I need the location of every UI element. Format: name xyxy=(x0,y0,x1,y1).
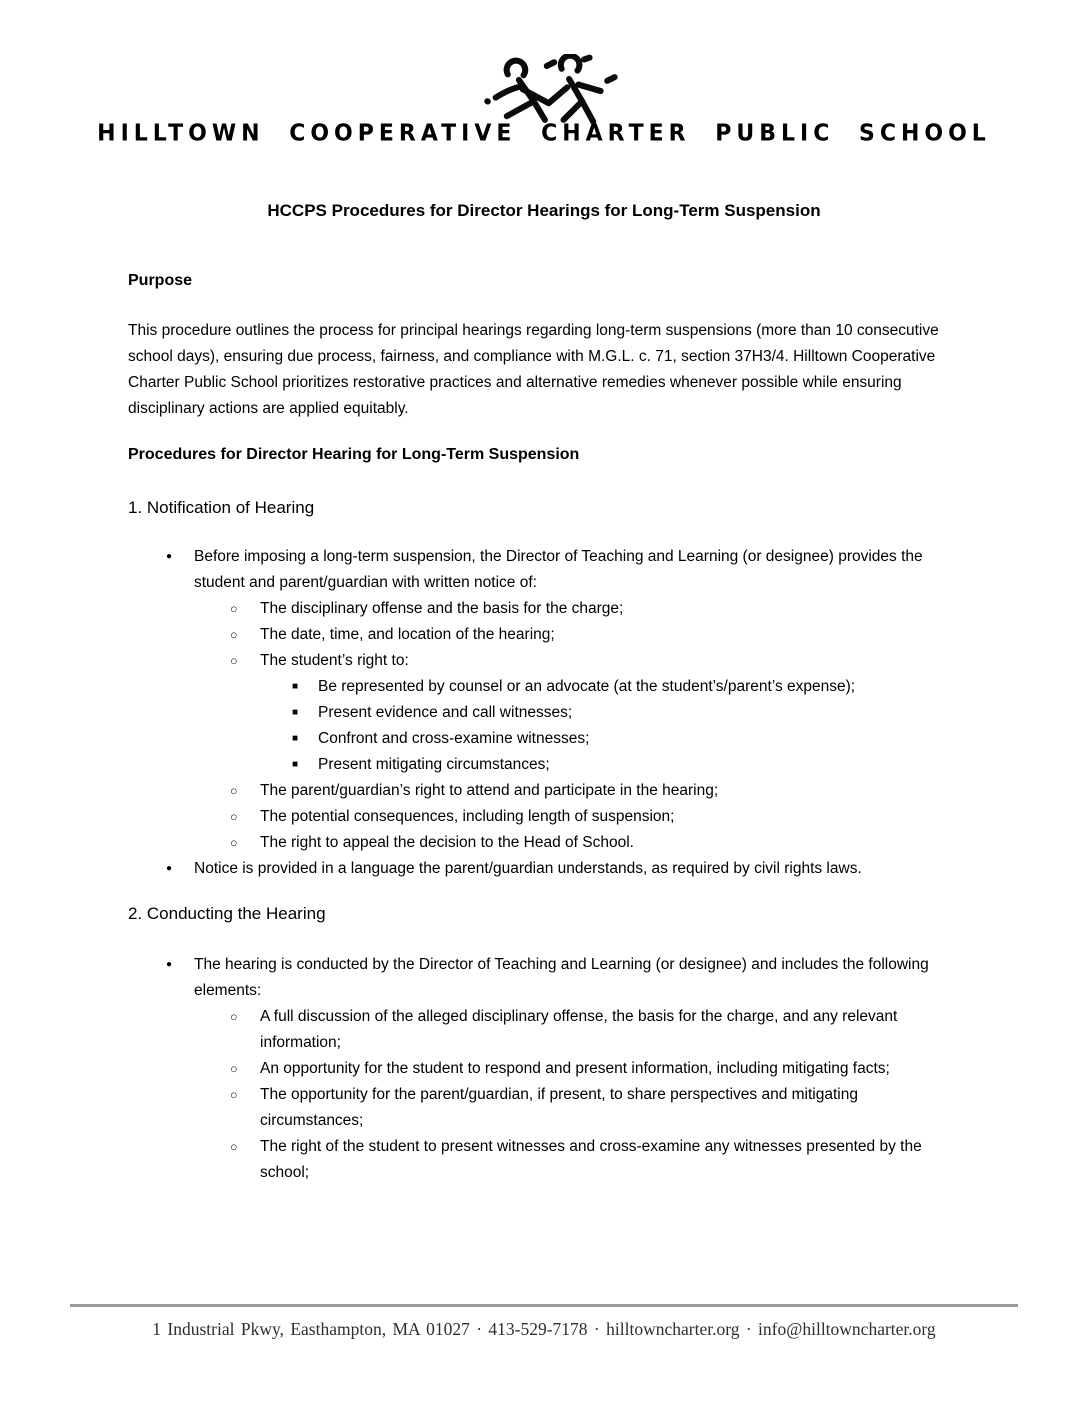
list-item xyxy=(230,596,960,622)
list-item xyxy=(230,830,960,856)
list-item-text: The right to appeal the decision to the Head of School. xyxy=(260,834,634,851)
open-bullet-icon: ○ xyxy=(230,810,238,824)
list-item-text: A full discussion of the alleged disciplinary offense, the basis for the charge, and any relevant information; xyxy=(260,1008,898,1051)
open-bullet-icon: ○ xyxy=(230,1010,238,1024)
list-item xyxy=(292,726,960,752)
footer-contact-info: 1 Industrial Pkwy, Easthampton, MA 01027 · 413-529-7178 · hilltowncharter.org · info@hilltowncharter.org xyxy=(152,1319,936,1339)
footer-divider xyxy=(70,1304,1018,1307)
filled-bullet-icon: ● xyxy=(166,551,173,562)
section1-list xyxy=(128,544,960,882)
list-item xyxy=(166,856,960,882)
open-bullet-icon: ○ xyxy=(230,1088,238,1102)
procedures-heading: Procedures for Director Hearing for Long-Term Suspension xyxy=(128,446,580,463)
open-bullet-icon: ○ xyxy=(230,1140,238,1154)
list-item-text: The hearing is conducted by the Director of Teaching and Learning (or designee) and includes the following elements: xyxy=(194,956,929,999)
list-item-text: Confront and cross-examine witnesses; xyxy=(318,730,590,747)
purpose-paragraph: This procedure outlines the process for principal hearings regarding long-term suspensions (more than 10 consecutive school days), ensuring due process, fairness, and compliance with M.G.L. c. 71, section 37H3/4. Hilltown Cooperative Charter Public School prioritizes restorative practices and alternative remedies whenever possible while ensuring disciplinary actions are applied equitably. xyxy=(128,322,939,417)
list-item-text: The potential consequences, including length of suspension; xyxy=(260,808,675,825)
filled-bullet-icon: ● xyxy=(166,959,173,970)
list-item xyxy=(230,1056,960,1082)
list-item-text: An opportunity for the student to respond and present information, including mitigating facts; xyxy=(260,1060,890,1077)
school-name: HILLTOWN COOPERATIVE CHARTER PUBLIC SCHOOL xyxy=(97,120,991,147)
list-item-text: Before imposing a long-term suspension, the Director of Teaching and Learning (or designee) provides the student and parent/guardian with written notice of: xyxy=(194,548,923,591)
list-item-text: The parent/guardian’s right to attend and participate in the hearing; xyxy=(260,782,719,799)
square-bullet-icon: ■ xyxy=(292,681,299,692)
document-body xyxy=(128,200,960,1186)
document-title: HCCPS Procedures for Director Hearings for Long-Term Suspension xyxy=(267,201,821,220)
list-item-text: The opportunity for the parent/guardian, if present, to share perspectives and mitigating circumstances; xyxy=(260,1086,858,1129)
list-item-text: Present mitigating circumstances; xyxy=(318,756,550,773)
list-item-text: The student’s right to: xyxy=(260,652,409,669)
open-bullet-icon: ○ xyxy=(230,628,238,642)
open-bullet-icon: ○ xyxy=(230,836,238,850)
section2-list xyxy=(128,952,960,1186)
list-item xyxy=(230,1004,960,1056)
list-item xyxy=(230,1134,960,1186)
filled-bullet-icon: ● xyxy=(166,863,173,874)
list-item xyxy=(166,544,960,596)
list-item xyxy=(230,1082,960,1134)
list-item-text: The date, time, and location of the hearing; xyxy=(260,626,555,643)
list-item xyxy=(230,622,960,648)
open-bullet-icon: ○ xyxy=(230,654,238,668)
open-bullet-icon: ○ xyxy=(230,784,238,798)
list-item xyxy=(230,804,960,830)
list-item xyxy=(230,648,960,674)
square-bullet-icon: ■ xyxy=(292,759,299,770)
square-bullet-icon: ■ xyxy=(292,707,299,718)
list-item xyxy=(166,952,960,1004)
list-item-text: The disciplinary offense and the basis for the charge; xyxy=(260,600,624,617)
dancing-figures-icon xyxy=(465,54,623,130)
list-item-text: Be represented by counsel or an advocate (at the student’s/parent’s expense); xyxy=(318,678,856,695)
list-item-text: Notice is provided in a language the parent/guardian understands, as required by civil rights laws. xyxy=(194,860,862,877)
purpose-heading: Purpose xyxy=(128,272,193,289)
list-item xyxy=(230,778,960,804)
section2-heading: 2. Conducting the Hearing xyxy=(128,904,326,923)
list-item xyxy=(292,752,960,778)
list-item xyxy=(292,700,960,726)
open-bullet-icon: ○ xyxy=(230,602,238,616)
square-bullet-icon: ■ xyxy=(292,733,299,744)
section1-heading: 1. Notification of Hearing xyxy=(128,498,315,517)
list-item-text: The right of the student to present witnesses and cross-examine any witnesses presented by the school; xyxy=(260,1138,922,1181)
list-item-text: Present evidence and call witnesses; xyxy=(318,704,573,721)
list-item xyxy=(292,674,960,700)
open-bullet-icon: ○ xyxy=(230,1062,238,1076)
